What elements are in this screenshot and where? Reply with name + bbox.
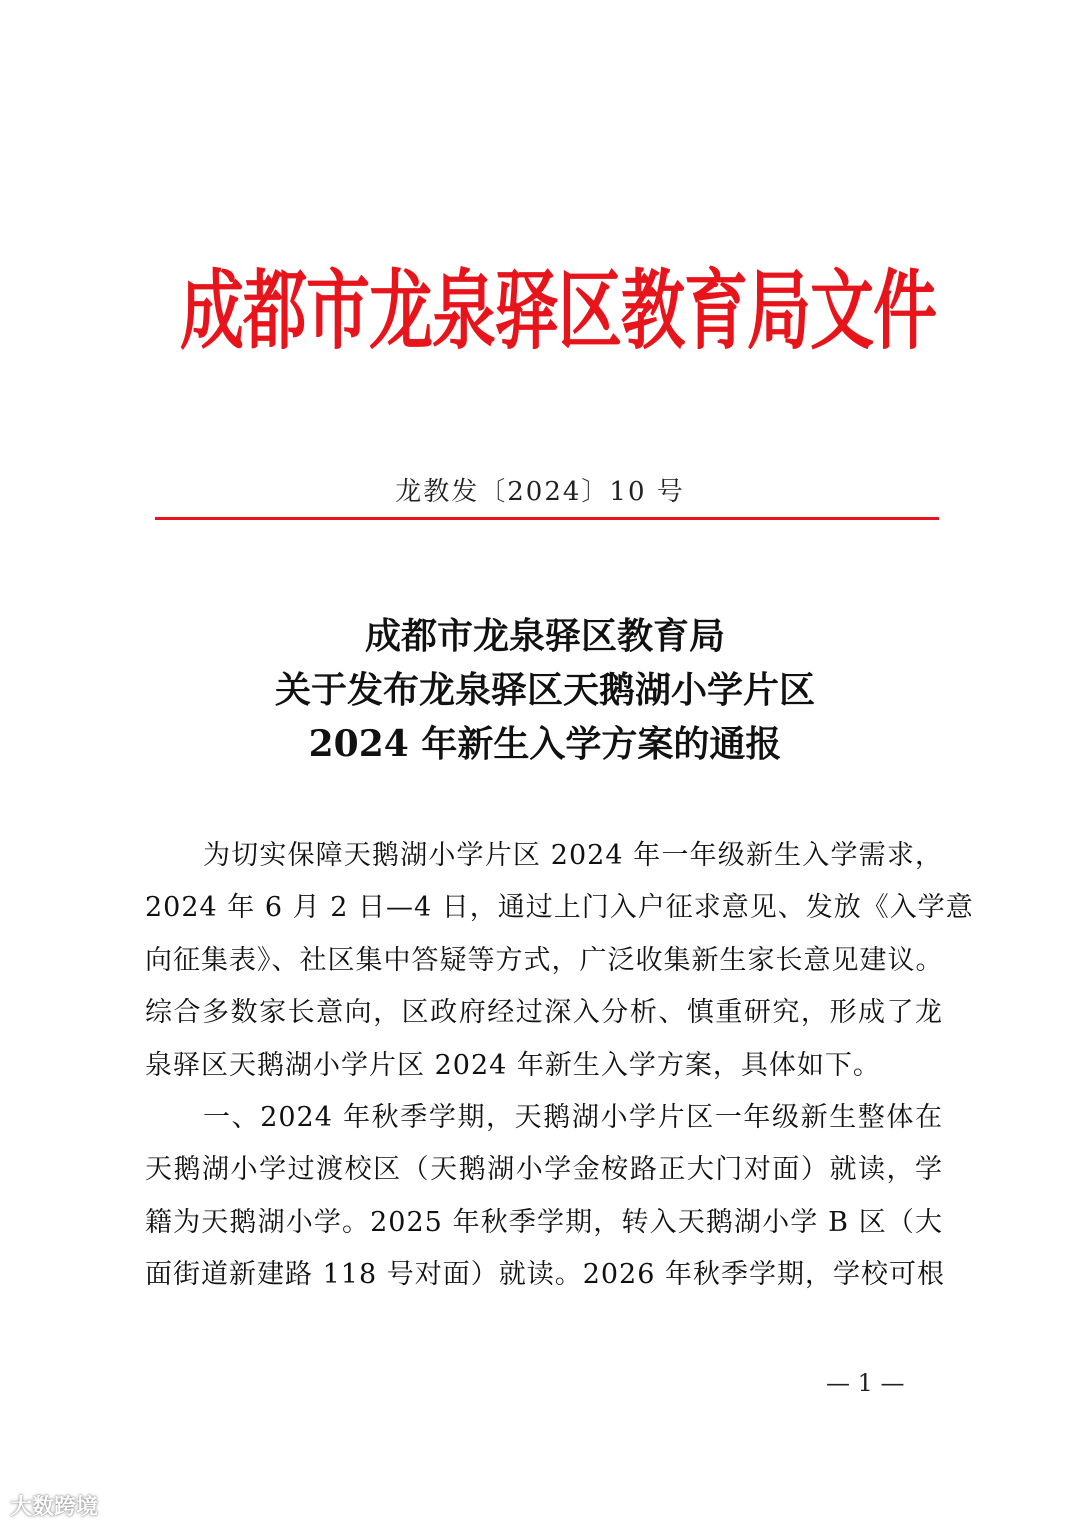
body-line: 2024 年 6 月 2 日—4 日，通过上门入户征求意见、发放《入学意 (145, 892, 974, 924)
body-line: 泉驿区天鹅湖小学片区 2024 年新生入学方案，具体如下。 (145, 1049, 881, 1081)
body-line: 天鹅湖小学过渡校区（天鹅湖小学金桉路正大门对面）就读，学 (145, 1154, 943, 1186)
document-title (0, 609, 1080, 771)
title-line: 成都市龙泉驿区教育局 (364, 615, 725, 657)
watermark-text: 大数跨境 (10, 1494, 99, 1520)
body-line: 面街道新建路 118 号对面）就读。2026 年秋季学期，学校可根 (145, 1259, 945, 1291)
body-line: 为切实保障天鹅湖小学片区 2024 年一年级新生入学需求， (203, 840, 943, 871)
body-line: 籍为天鹅湖小学。2025 年秋季学期，转入天鹅湖小学 B 区（大 (145, 1206, 943, 1238)
body-line: 一、2024 年秋季学期，天鹅湖小学片区一年级新生整体在 (203, 1101, 943, 1133)
title-line: 2024 年新生入学方案的通报 (308, 723, 782, 765)
document-body (145, 830, 974, 1302)
page-number: — 1 — (826, 1369, 905, 1397)
body-line: 综合多数家长意向，区政府经过深入分析、慎重研究，形成了龙 (145, 997, 943, 1029)
agency-header-title: 成都市龙泉驿区教育局文件 (180, 260, 936, 362)
document-number: 龙教发〔2024〕10 号 (395, 477, 685, 507)
red-divider-line (155, 517, 939, 520)
title-line: 关于发布龙泉驿区天鹅湖小学片区 (274, 669, 815, 711)
watermark-logo (10, 1490, 98, 1521)
body-line: 向征集表》、社区集中答疑等方式，广泛收集新生家长意见建议。 (145, 944, 944, 976)
